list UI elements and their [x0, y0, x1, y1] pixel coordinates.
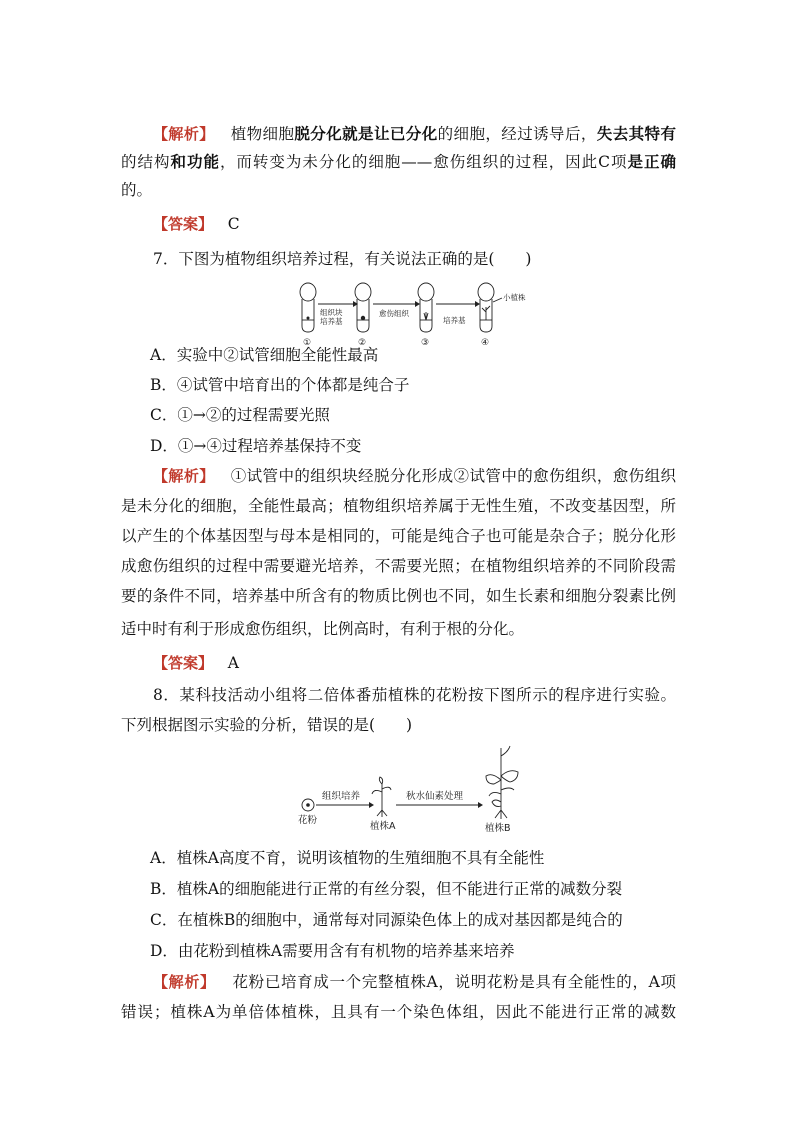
analysis-tag: 【解析】 [153, 973, 216, 991]
analysis-q7-line-1: 【解析】 ①试管中的组织块经脱分化形成②试管中的愈伤组织，愈伤组织 [153, 467, 676, 485]
label-pollen: 花粉 [298, 815, 318, 826]
plant-b-icon [486, 746, 518, 819]
test-tube-1 [300, 283, 316, 332]
analysis-q7-line-5: 要的条件不同，培养基中所含有的物质比例也不同，如生长素和细胞分裂素比例 [121, 587, 676, 605]
plant-a-icon [372, 777, 391, 817]
analysis-q6-line-2: 的结构和功能，而转变为未分化的细胞——愈伤组织的过程，因此C项是正确 [121, 152, 676, 171]
q7-option-a[interactable]: A．实验中②试管细胞全能性最高 [150, 346, 379, 364]
analysis-q7-line-3: 以产生的个体基因型与母本是相同的，可能是纯合子也可能是杂合子；脱分化形 [121, 527, 676, 545]
label-tissue-culture: 组织培养 [322, 791, 361, 802]
answer-q7 [153, 653, 676, 673]
analysis-q7-line-6: 适中时有利于形成愈伤组织，比例高时，有利于根的分化。 [121, 620, 525, 638]
tube-number-1: ① [303, 338, 312, 348]
question-8-stem-2: 下列根据图示实验的分析，错误的是( ) [121, 716, 413, 734]
analysis-q7-line-2: 是未分化的细胞，全能性最高；植物组织培养属于无性生殖，不改变基因型，所 [121, 497, 676, 515]
label-plantlet: 小植株 [503, 293, 526, 302]
answer-value: C [227, 215, 240, 233]
label-plant-b: 植株B [485, 823, 511, 834]
answer-value: A [227, 654, 239, 672]
answer-tag: 【答案】 [153, 654, 214, 672]
analysis-q7-line-4: 成愈伤组织的过程中需要避光培养，不需要光照；在植物组织培养的不同阶段需 [121, 557, 676, 575]
q8-option-a[interactable]: A．植株A高度不育，说明该植物的生殖细胞不具有全能性 [150, 849, 545, 867]
label-tissue-block: 组织块 [320, 308, 343, 317]
q8-option-c[interactable]: C．在植株B的细胞中，通常每对同源染色体上的成对基因都是纯合的 [150, 911, 623, 929]
label-plant-a: 植株A [370, 821, 396, 832]
label-colchicine: 秋水仙素处理 [406, 791, 464, 802]
analysis-q8-line-1: 【解析】 花粉已培育成一个完整植株A，说明花粉是具有全能性的，A项 [153, 973, 676, 991]
answer-q6 [153, 214, 676, 234]
analysis-tag: 【解析】 [153, 467, 215, 485]
analysis-q6-line-3: 的。 [121, 181, 153, 199]
tube-number-4: ④ [481, 338, 490, 348]
label-callus: 愈伤组织 [379, 309, 409, 318]
answer-tag: 【答案】 [153, 215, 214, 233]
label-medium-2: 培养基 [443, 316, 466, 325]
q8-option-d[interactable]: D．由花粉到植株A需要用含有有机物的培养基来培养 [150, 942, 515, 960]
analysis-q8-line-2: 错误；植株A为单倍体植株，且具有一个染色体组，因此不能进行正常的减数 [121, 1003, 676, 1021]
q7-option-d[interactable]: D．①→④过程培养基保持不变 [150, 437, 362, 455]
tube-number-3: ③ [421, 338, 430, 348]
q7-option-b[interactable]: B．④试管中培育出的个体都是纯合子 [150, 376, 410, 394]
pollen-culture-figure [296, 742, 536, 838]
analysis-tag: 【解析】 [153, 125, 215, 143]
q7-option-c[interactable]: C．①→②的过程需要光照 [150, 406, 330, 424]
test-tube-4 [478, 283, 494, 332]
question-8-stem-1: 8．某科技活动小组将二倍体番茄植株的花粉按下图所示的程序进行实验。 [153, 686, 676, 704]
question-7-stem: 7．下图为植物组织培养过程，有关说法正确的是( ) [153, 250, 532, 268]
analysis-q6-line-1: 【解析】 植物细胞脱分化就是让已分化的细胞，经过诱导后，失去其特有 [153, 124, 676, 143]
test-tube-3 [418, 283, 434, 332]
tissue-culture-figure [288, 280, 528, 350]
label-medium-1: 培养基 [320, 317, 343, 326]
tube-number-2: ② [358, 338, 367, 348]
test-tube-2 [355, 283, 371, 332]
q8-option-b[interactable]: B．植株A的细胞能进行正常的有丝分裂，但不能进行正常的减数分裂 [150, 880, 623, 898]
